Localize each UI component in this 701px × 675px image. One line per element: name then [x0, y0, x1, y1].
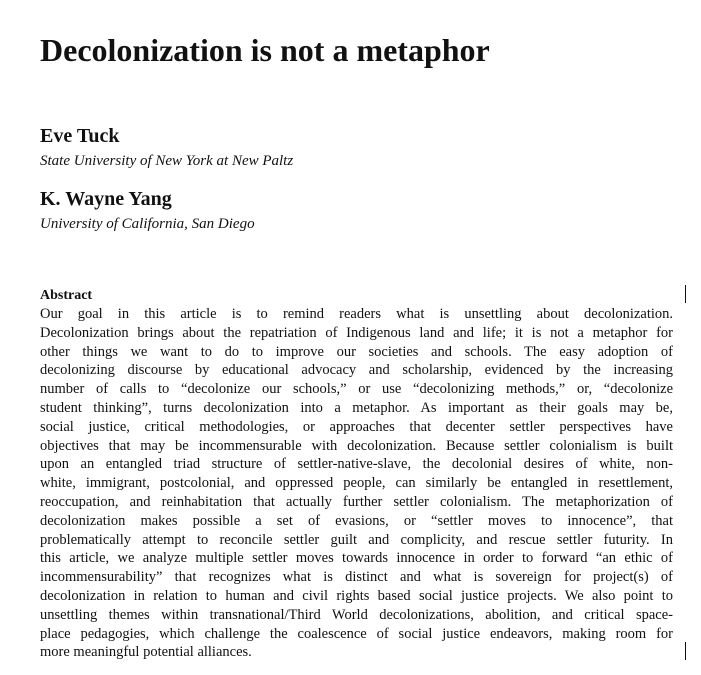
- abstract-line: reoccupation, and reinhabitation that actually further settler colonialism. The metaphorization of: [40, 493, 673, 510]
- abstract-body: [40, 305, 673, 662]
- abstract-line: incommensurability” that recognizes what is distinct and what is sovereign for project(s) of: [40, 569, 673, 586]
- abstract-line: decolonizing discourse by educational advocacy and scholarship, evidenced by the increasing: [40, 362, 673, 379]
- text-cursor-mark-bottom: [685, 642, 686, 660]
- abstract-line: Decolonization brings about the repatriation of Indigenous land and life; it is not a metaphor for: [40, 324, 673, 341]
- abstract-line: decolonization makes possible a set of evasions, or “settler moves to innocence”, that: [40, 512, 673, 529]
- abstract-line: upon an entangled triad structure of settler-native-slave, the decolonial desires of white, non-: [40, 456, 673, 473]
- abstract-line: place pedagogies, which challenge the coalescence of social justice endeavors, making room for: [40, 625, 673, 642]
- abstract-line: decolonization in relation to human and civil rights based social justice projects. We also point to: [40, 587, 673, 604]
- paper-title: Decolonization is not a metaphor: [40, 32, 490, 68]
- abstract-line: problematically attempt to reconcile settler guilt and complicity, and rescue settler futurity. In: [40, 531, 673, 548]
- abstract-heading: Abstract: [40, 288, 93, 303]
- abstract-line: unsettling themes within transnational/Third World decolonizations, abolition, and critical space-: [40, 606, 673, 623]
- abstract-line: other things we want to do to improve our societies and schools. The easy adoption of: [40, 343, 673, 360]
- author-name-2: K. Wayne Yang: [40, 188, 172, 210]
- abstract-line: objectives that may be incommensurable with decolonization. Because settler colonialism is built: [40, 437, 673, 454]
- abstract-line: this article, we analyze multiple settler moves towards innocence in order to forward “an ethic of: [40, 550, 673, 567]
- abstract-line: more meaningful potential alliances.: [40, 644, 252, 661]
- abstract-line: number of calls to “decolonize our schools,” or use “decolonizing methods,” or, “decolonize: [40, 381, 673, 398]
- author-affiliation-1: State University of New York at New Paltz: [40, 153, 294, 169]
- abstract-line: white, immigrant, postcolonial, and oppressed people, can similarly be entangled in resettlement,: [40, 475, 673, 492]
- text-cursor-mark-top: [685, 285, 686, 303]
- abstract-line: student thinking”, turns decolonization into a metaphor. As important as their goals may be,: [40, 399, 673, 416]
- abstract-line: social justice, critical methodologies, or approaches that decenter settler perspectives have: [40, 418, 673, 435]
- abstract-line: Our goal in this article is to remind readers what is unsettling about decolonization.: [40, 306, 673, 322]
- author-affiliation-2: University of California, San Diego: [40, 216, 255, 232]
- author-name-1: Eve Tuck: [40, 125, 120, 147]
